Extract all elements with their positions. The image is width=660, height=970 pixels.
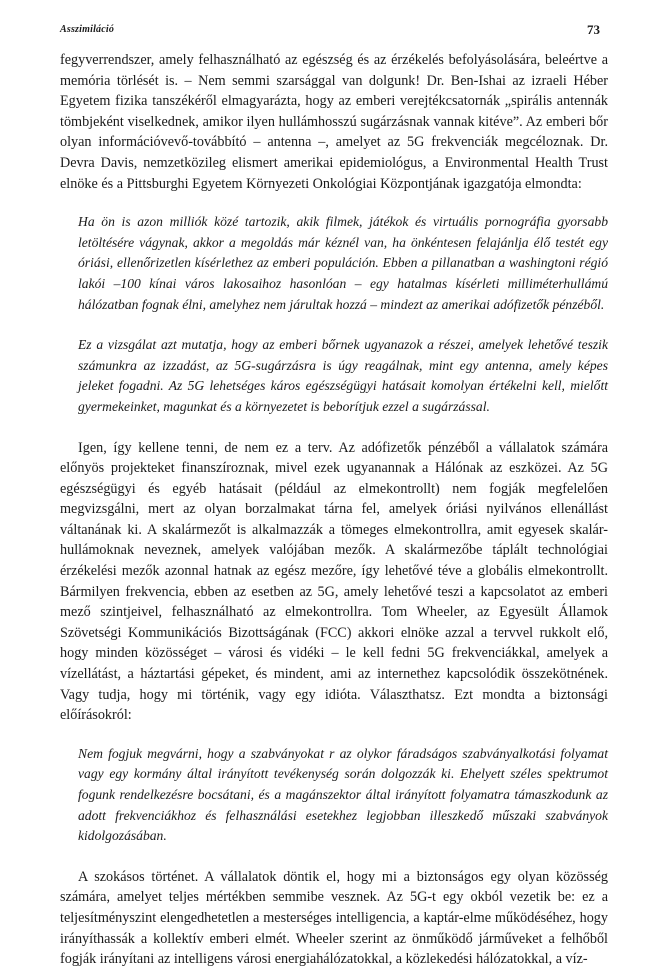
- quote-paragraph: Ez a vizsgálat azt mutatja, hogy az emberi bőrnek ugyanazok a részei, amelyek lehetővé teszik számunkra az izzadást, az 5G-sugárzásra is úgy reagálnak, mint egy antenna, amely képes jeleket fogadni. Az 5G lehetséges káros egészségügyi hatásait komolyan értékelni kell, mielőtt gyermekeinket, magunkat és a környezetet is beborítjuk ezzel a sugárzással.: [78, 337, 608, 414]
- running-head: Asszimiláció: [60, 24, 115, 35]
- body-paragraph: A szokásos történet. A vállalatok döntik el, hogy mi a biztonságos egy olyan közösség számára, amelyet teljes mértékben semmibe vesznek. Az 5G-t egy okból vezetik be: ez a teljesítményszint elengedhetetlen a mesterséges intelligencia, a kaptár-elme működéséhez, hogy irányíthassák a kollektív emberi elmét. Wheeler szerint az önműködő járműveket a felhőből fogják irányítani az intelligens városi energiahálózatokkal, a közlekedési hálózatokkal, a víz-: [60, 868, 608, 968]
- page-number: 73: [587, 22, 600, 37]
- body-paragraph: Igen, így kellene tenni, de nem ez a terv. Az adófizetők pénzéből a vállalatok számára előnyös projekteket finanszíroznak, mivel ezek ugyanannak a Hálónak az eszközei. Az 5G egészségügyi és egyéb hatásait (például az elmekontrollt) nem fogják megfelelően megvizsgálni, mert az olyan borzalmakat tárna fel, amelyek óriási nyilvános ellenállást váltanának ki. A skalármezőt is alkalmazzák a tömeges elmekontrollra, amit egyesek skalár-hullámoknak neveznek, amelyek valójában mezők. A skalármezőbe táplált technológiai érzékelési mezők azonnal hatnak az egész mezőre, így lehetővé téve a globális elmekontrollt. Bármilyen frekvencia, ebben az esetben az 5G, amely lehetővé teszi a kapcsolatot az emberi mező szintjeivel, felhasználható az elmekontrollra. Tom Wheeler, az Egyesült Államok Szövetségi Kommunikációs Bizottságának (FCC) akkori elnöke azzal a tervvel rukkolt elő, hogy minden közösséget – városi és vidéki – le kell fedni 5G frekvenciákkal, amelyek a vízellátást, a háztartási gépeket, és mindent, ami az internethez kapcsolódik összekötnének. Vagy tudja, hogy mi történik, vagy egy idióta. Választhatsz. Ezt mondta a biztonsági előírásokról:: [60, 439, 608, 724]
- block-quote: [78, 744, 608, 847]
- quote-paragraph: Ha ön is azon milliók közé tartozik, akik filmek, játékok és virtuális pornográfia gyorsabb letöltésére vágynak, akkor a megoldás már kéznél van, ha önkéntesen felajánlja élő testét egy óriási, ellenőrizetlen kísérlethez az emberi populáción. Ebben a pillanatban a washingtoni régió lakói –100 kínai város lakosaihoz hasonlóan – egy hatalmas kísérleti milliméterhullámú hálózatban fognak élni, amelyhez nem járultak hozzá – mindezt az amerikai adófizetők pénzéből.: [78, 214, 608, 312]
- block-quote: [78, 212, 608, 417]
- page-body: [60, 50, 608, 970]
- page-header: [60, 22, 600, 42]
- body-paragraph: fegyverrendszer, amely felhasználható az egészség és az érzékelés befolyásolására, beleértve a memória törlését is. – Nem semmi szarsággal van dolgunk! Dr. Ben-Ishai az izraeli Héber Egyetem fizika tanszékéről elmagyarázta, hogy az emberi verejtékcsatornák „spirális antennák tömbjeként viselkednek, amikor ilyen hullámhosszú sugárzásnak vannak kitéve”. Az emberi bőr olyan információvevő-továbbító – antenna –, amelyet az 5G frekvenciák megcéloznak. Dr. Devra Davis, nemzetközileg elismert amerikai epidemiológus, a Environmental Health Trust elnöke és a Pittsburghi Egyetem Környezeti Onkológiai Központjának igazgatója elmondta:: [60, 52, 608, 192]
- quote-paragraph: Nem fogjuk megvárni, hogy a szabványokat r az olykor fáradságos szabványalkotási folyamat vagy egy kormány által irányított tevékenység során dolgozzák ki. Ehelyett széles spektrumot fogunk rendelkezésre bocsátani, és a magánszektor által irányított folyamatra támaszkodunk az adott frekvenciákhoz és felhasználási esetekhez legjobban illeszkedő műszaki szabványok kidolgozásában.: [78, 745, 608, 844]
